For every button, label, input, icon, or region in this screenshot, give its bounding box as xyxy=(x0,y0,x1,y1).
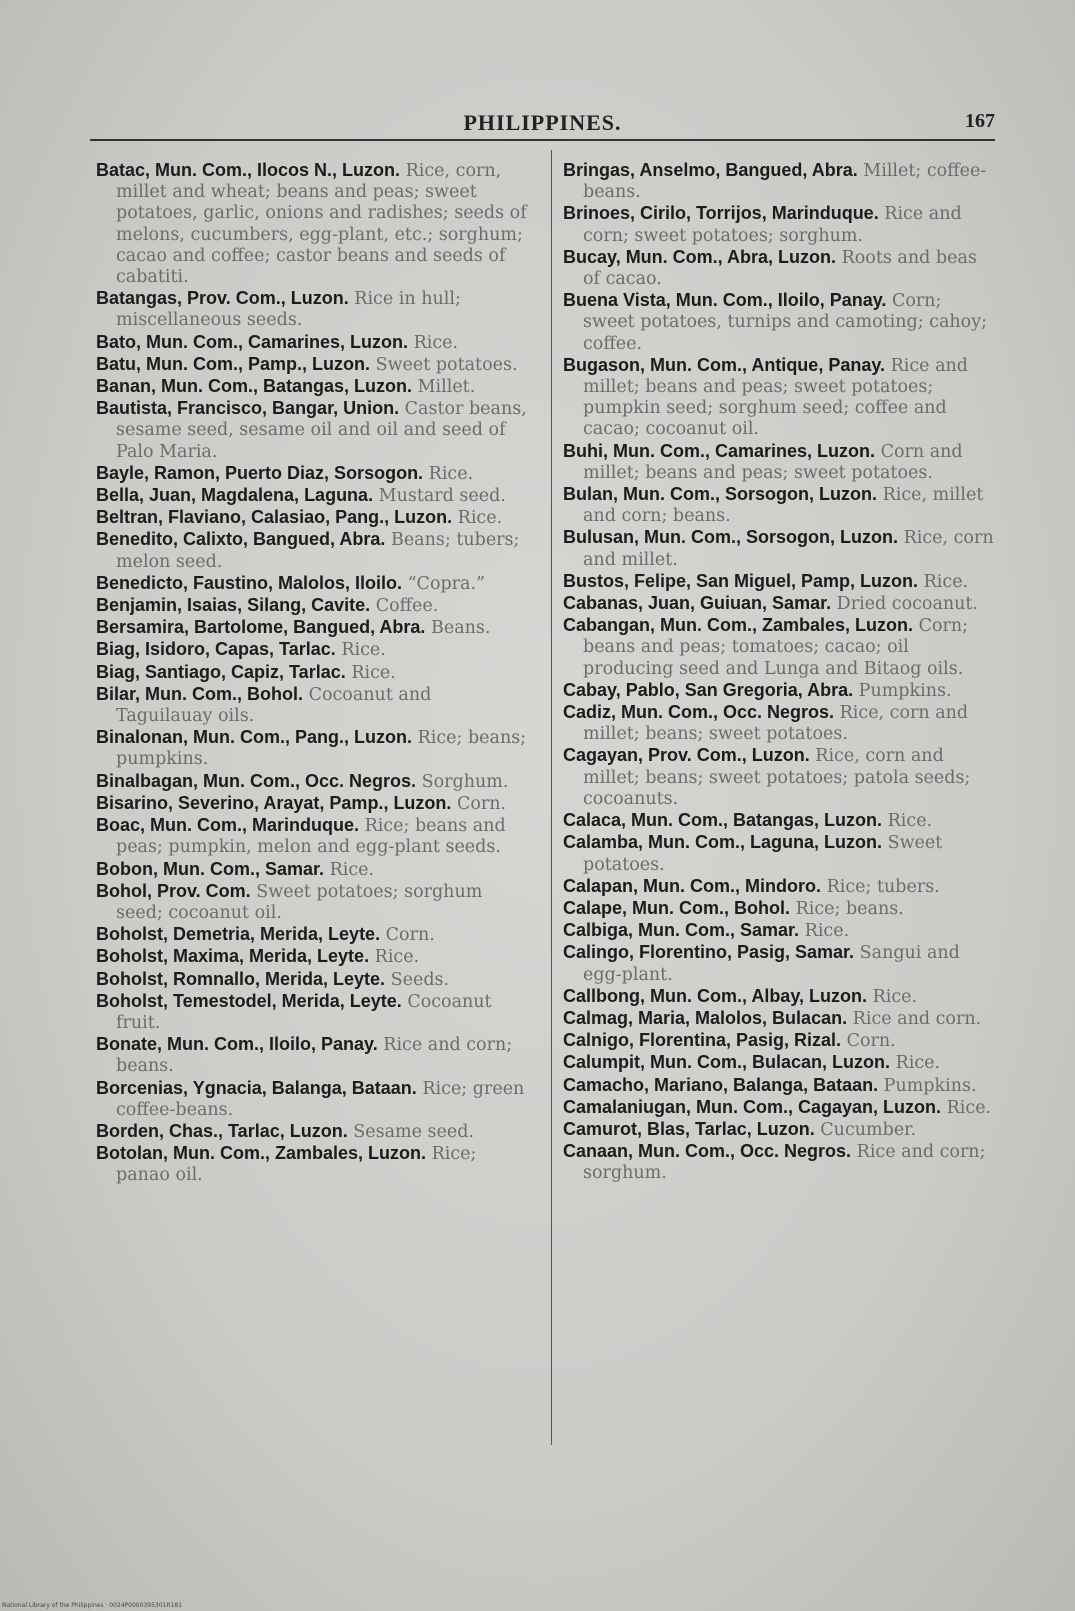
entry-products: Rice. xyxy=(872,986,918,1007)
directory-entry xyxy=(563,1008,998,1030)
directory-entry xyxy=(563,898,998,920)
directory-entry xyxy=(96,485,531,507)
entry-heading: Bobon, Mun. Com., Samar. xyxy=(96,858,325,879)
entry-heading: Batu, Mun. Com., Pamp., Luzon. xyxy=(96,353,370,374)
entry-heading: Bilar, Mun. Com., Bohol. xyxy=(96,683,303,704)
page-title: PHILIPPINES. xyxy=(463,110,622,135)
entry-heading: Callbong, Mun. Com., Albay, Luzon. xyxy=(563,985,867,1006)
entry-products: Rice, millet and corn; beans. xyxy=(583,485,984,527)
directory-entry xyxy=(96,1121,531,1143)
entry-heading: Bustos, Felipe, San Miguel, Pamp, Luzon. xyxy=(563,570,919,591)
entry-products: Rice. xyxy=(895,1053,941,1074)
entry-products: Seeds. xyxy=(390,969,450,990)
entry-products: Rice; beans and peas; pumpkin, melon and egg-plant seeds. xyxy=(116,816,506,858)
entry-products: Beans. xyxy=(431,618,491,639)
directory-entry xyxy=(96,639,531,661)
entry-products: Rice. xyxy=(329,859,375,880)
entry-heading: Calmag, Maria, Malolos, Bulacan. xyxy=(563,1007,848,1028)
entry-heading: Calapan, Mun. Com., Mindoro. xyxy=(563,875,821,896)
entry-products: Rice and corn; sorghum. xyxy=(583,1142,986,1184)
entry-products: Rice. xyxy=(804,921,850,942)
directory-entry xyxy=(96,684,531,727)
directory-entry xyxy=(563,1141,998,1184)
directory-entry xyxy=(563,593,998,615)
entry-products: Cocoanut and Taguilauay oils. xyxy=(116,684,432,727)
entry-heading: Bulan, Mun. Com., Sorsogon, Luzon. xyxy=(563,484,877,505)
directory-entry xyxy=(96,617,531,639)
entry-heading: Cabay, Pablo, San Gregoria, Abra. xyxy=(563,679,854,700)
entry-heading: Botolan, Mun. Com., Zambales, Luzon. xyxy=(96,1143,427,1164)
entry-heading: Borcenias, Ygnacia, Balanga, Bataan. xyxy=(96,1077,417,1098)
directory-entry xyxy=(96,463,531,485)
entry-products: Rice. xyxy=(946,1097,992,1118)
directory-entry xyxy=(96,595,531,617)
directory-entry xyxy=(563,615,998,680)
entry-heading: Benjamin, Isaias, Silang, Cavite. xyxy=(96,595,371,616)
entry-heading: Biag, Santiago, Capiz, Tarlac. xyxy=(96,661,346,682)
entry-products: Rice and corn; beans. xyxy=(116,1035,513,1077)
directory-entry xyxy=(96,376,531,398)
entry-heading: Bucay, Mun. Com., Abra, Luzon. xyxy=(563,246,837,267)
directory-entry xyxy=(96,771,531,793)
directory-entry xyxy=(563,1052,998,1074)
entry-heading: Bayle, Ramon, Puerto Diaz, Sorsogon. xyxy=(96,462,424,483)
entry-heading: Borden, Chas., Tarlac, Luzon. xyxy=(96,1120,348,1141)
entry-products: Coffee. xyxy=(375,596,439,617)
right-column xyxy=(563,160,998,1185)
entry-heading: Bonate, Mun. Com., Iloilo, Panay. xyxy=(96,1034,378,1055)
entry-heading: Canaan, Mun. Com., Occ. Negros. xyxy=(563,1141,852,1162)
directory-entry xyxy=(96,859,531,881)
entry-products: Sweet potatoes. xyxy=(375,354,518,375)
entry-products: Millet. xyxy=(417,377,476,398)
entry-products: Beans; tubers; melon seed. xyxy=(116,530,520,572)
entry-products: Dried cocoanut. xyxy=(836,594,979,615)
directory-entry xyxy=(563,1097,998,1119)
entry-products: Rice and corn; sweet potatoes; sorghum. xyxy=(583,204,962,246)
directory-entry xyxy=(563,247,998,290)
entry-products: Sesame seed. xyxy=(353,1121,475,1142)
entry-heading: Calamba, Mun. Com., Laguna, Luzon. xyxy=(563,832,883,853)
entry-products: Rice; tubers. xyxy=(826,876,940,897)
directory-entry xyxy=(96,991,531,1034)
entry-heading: Benedito, Calixto, Bangued, Abra. xyxy=(96,529,386,550)
entry-products: Sorghum. xyxy=(421,771,509,792)
directory-entry xyxy=(563,942,998,985)
directory-entry xyxy=(96,793,531,815)
entry-products: Rice in hull; miscellaneous seeds. xyxy=(116,289,461,331)
entry-heading: Camacho, Mariano, Balanga, Bataan. xyxy=(563,1074,879,1095)
entry-products: Pumpkins. xyxy=(883,1075,977,1096)
directory-entry xyxy=(96,662,531,684)
entry-products: Rice. xyxy=(923,571,969,592)
entry-heading: Calnigo, Florentina, Pasig, Rizal. xyxy=(563,1030,842,1051)
directory-entry xyxy=(96,727,531,770)
directory-entry xyxy=(563,1119,998,1141)
directory-entry xyxy=(96,160,531,288)
column-divider xyxy=(551,150,552,1445)
entry-heading: Cadiz, Mun. Com., Occ. Negros. xyxy=(563,702,835,723)
entry-products: Rice. xyxy=(457,508,503,529)
entry-heading: Camurot, Blas, Tarlac, Luzon. xyxy=(563,1118,815,1139)
entry-products: “Copra.” xyxy=(407,573,485,594)
running-header xyxy=(90,110,995,140)
entry-heading: Benedicto, Faustino, Malolos, Iloilo. xyxy=(96,572,403,593)
entry-heading: Boholst, Temestodel, Merida, Leyte. xyxy=(96,990,402,1011)
directory-entry xyxy=(96,1078,531,1121)
directory-entry xyxy=(563,527,998,570)
entry-heading: Cabangan, Mun. Com., Zambales, Luzon. xyxy=(563,615,914,636)
entry-heading: Calingo, Florentino, Pasig, Samar. xyxy=(563,942,855,963)
directory-entry xyxy=(563,920,998,942)
entry-products: Rice and corn. xyxy=(852,1008,982,1029)
directory-entry xyxy=(96,969,531,991)
directory-entry xyxy=(96,1143,531,1186)
entry-products: Rice, corn and millet. xyxy=(583,528,994,570)
header-rule xyxy=(90,139,995,141)
entry-heading: Banan, Mun. Com., Batangas, Luzon. xyxy=(96,376,413,397)
entry-heading: Boholst, Demetria, Merida, Leyte. xyxy=(96,924,381,945)
directory-entry xyxy=(563,1075,998,1097)
entry-heading: Batangas, Prov. Com., Luzon. xyxy=(96,288,349,309)
directory-entry xyxy=(563,832,998,875)
entry-heading: Beltran, Flaviano, Calasiao, Pang., Luzon. xyxy=(96,507,453,528)
directory-entry xyxy=(96,946,531,968)
entry-heading: Calaca, Mun. Com., Batangas, Luzon. xyxy=(563,810,883,831)
entry-products: Rice, corn and millet; beans; sweet potatoes; patola seeds; cocoanuts. xyxy=(583,746,971,809)
entry-products: Sweet potatoes. xyxy=(583,833,943,875)
entry-products: Rice; beans; pumpkins. xyxy=(116,728,527,770)
entry-products: Mustard seed. xyxy=(378,486,506,507)
directory-entry xyxy=(563,290,998,355)
entry-heading: Calbiga, Mun. Com., Samar. xyxy=(563,920,800,941)
directory-entry xyxy=(563,702,998,745)
entry-heading: Bringas, Anselmo, Bangued, Abra. xyxy=(563,160,858,180)
entry-products: Rice. xyxy=(413,332,459,353)
entry-heading: Biag, Isidoro, Capas, Tarlac. xyxy=(96,639,336,660)
directory-entry xyxy=(96,924,531,946)
directory-entry xyxy=(96,354,531,376)
entry-heading: Binalbagan, Mun. Com., Occ. Negros. xyxy=(96,770,417,791)
entry-products: Rice; green coffee-beans. xyxy=(116,1078,525,1120)
entry-heading: Bugason, Mun. Com., Antique, Panay. xyxy=(563,354,886,375)
directory-entry xyxy=(96,398,531,463)
directory-entry xyxy=(563,441,998,484)
entry-heading: Bohol, Prov. Com. xyxy=(96,880,251,901)
directory-entry xyxy=(96,288,531,331)
entry-heading: Bisarino, Severino, Arayat, Pamp., Luzon. xyxy=(96,792,452,813)
directory-entry xyxy=(96,815,531,858)
entry-heading: Camalaniugan, Mun. Com., Cagayan, Luzon. xyxy=(563,1096,942,1117)
entry-heading: Cagayan, Prov. Com., Luzon. xyxy=(563,745,810,766)
entry-heading: Bella, Juan, Magdalena, Laguna. xyxy=(96,485,374,506)
directory-entry xyxy=(563,745,998,810)
directory-entry xyxy=(96,881,531,924)
page-number: 167 xyxy=(965,110,995,132)
directory-entry xyxy=(563,876,998,898)
entry-heading: Batac, Mun. Com., Ilocos N., Luzon. xyxy=(96,160,401,180)
directory-entry xyxy=(563,203,998,246)
directory-entry xyxy=(563,986,998,1008)
entry-products: Rice, corn, millet and wheat; beans and peas; sweet potatoes, garlic, onions and radishes; seeds of melons, cucumbers, egg-plant, etc.; sorghum; cacao and coffee; castor beans and seeds of cabatiti. xyxy=(116,161,527,288)
directory-entry xyxy=(563,484,998,527)
directory-entry xyxy=(563,1030,998,1052)
left-column xyxy=(96,160,531,1187)
entry-products: Rice and millet; beans and peas; sweet potatoes; pumpkin seed; sorghum seed; coffee and cacao; cocoanut oil. xyxy=(583,355,968,440)
entry-heading: Buena Vista, Mun. Com., Iloilo, Panay. xyxy=(563,290,887,311)
entry-products: Roots and beas of cacao. xyxy=(583,247,977,290)
entry-products: Corn; beans and peas; tomatoes; cacao; oil producing seed and Lunga and Bitaog oils. xyxy=(583,616,969,679)
entry-products: Rice. xyxy=(887,811,933,832)
entry-heading: Bulusan, Mun. Com., Sorsogon, Luzon. xyxy=(563,527,898,548)
directory-entry xyxy=(563,571,998,593)
entry-products: Rice, corn and millet; beans; sweet potatoes. xyxy=(583,703,969,745)
entry-heading: Brinoes, Cirilo, Torrijos, Marinduque. xyxy=(563,203,879,224)
entry-products: Castor beans, sesame seed, sesame oil and oil and seed of Palo Maria. xyxy=(116,399,527,462)
entry-products: Corn. xyxy=(457,793,507,814)
entry-products: Sweet potatoes; sorghum seed; cocoanut oil. xyxy=(116,881,483,923)
directory-entry xyxy=(96,573,531,595)
footer-note: National Library of the Philippines · 0024P0000395301R181 xyxy=(2,1602,182,1609)
directory-entry xyxy=(96,529,531,572)
entry-heading: Calumpit, Mun. Com., Bulacan, Luzon. xyxy=(563,1052,890,1073)
directory-entry xyxy=(563,810,998,832)
entry-products: Corn; sweet potatoes, turnips and camoting; cahoy; coffee. xyxy=(583,291,988,354)
entry-heading: Buhi, Mun. Com., Camarines, Luzon. xyxy=(563,440,876,461)
entry-products: Rice. xyxy=(341,640,386,661)
entry-heading: Bato, Mun. Com., Camarines, Luzon. xyxy=(96,331,409,352)
entry-products: Rice; beans. xyxy=(795,898,904,919)
entry-products: Corn and millet; beans and peas; sweet potatoes. xyxy=(583,441,963,483)
entry-heading: Bautista, Francisco, Bangar, Union. xyxy=(96,398,400,419)
entry-products: Pumpkins. xyxy=(858,680,952,701)
entry-products: Cucumber. xyxy=(820,1119,917,1140)
entry-products: Corn. xyxy=(846,1031,896,1052)
entry-products: Rice; panao oil. xyxy=(116,1144,477,1186)
directory-entry xyxy=(96,332,531,354)
directory-entry xyxy=(563,680,998,702)
directory-entry xyxy=(563,355,998,441)
entry-products: Corn. xyxy=(385,925,435,946)
entry-heading: Binalonan, Mun. Com., Pang., Luzon. xyxy=(96,727,412,748)
entry-products: Rice. xyxy=(374,947,420,968)
entry-products: Millet; coffee-beans. xyxy=(583,161,987,203)
directory-entry xyxy=(96,507,531,529)
entry-heading: Cabanas, Juan, Guiuan, Samar. xyxy=(563,593,832,614)
entry-products: Rice. xyxy=(351,662,396,683)
entry-products: Sangui and egg-plant. xyxy=(583,943,960,985)
entry-products: Cocoanut fruit. xyxy=(116,991,492,1033)
directory-entry xyxy=(563,160,998,203)
entry-heading: Boholst, Romnallo, Merida, Leyte. xyxy=(96,968,386,989)
entry-heading: Boac, Mun. Com., Marinduque. xyxy=(96,815,360,836)
entry-heading: Bersamira, Bartolome, Bangued, Abra. xyxy=(96,617,426,638)
entry-heading: Calape, Mun. Com., Bohol. xyxy=(563,897,791,918)
entry-heading: Boholst, Maxima, Merida, Leyte. xyxy=(96,946,370,967)
directory-entry xyxy=(96,1034,531,1077)
entry-products: Rice. xyxy=(428,463,474,484)
